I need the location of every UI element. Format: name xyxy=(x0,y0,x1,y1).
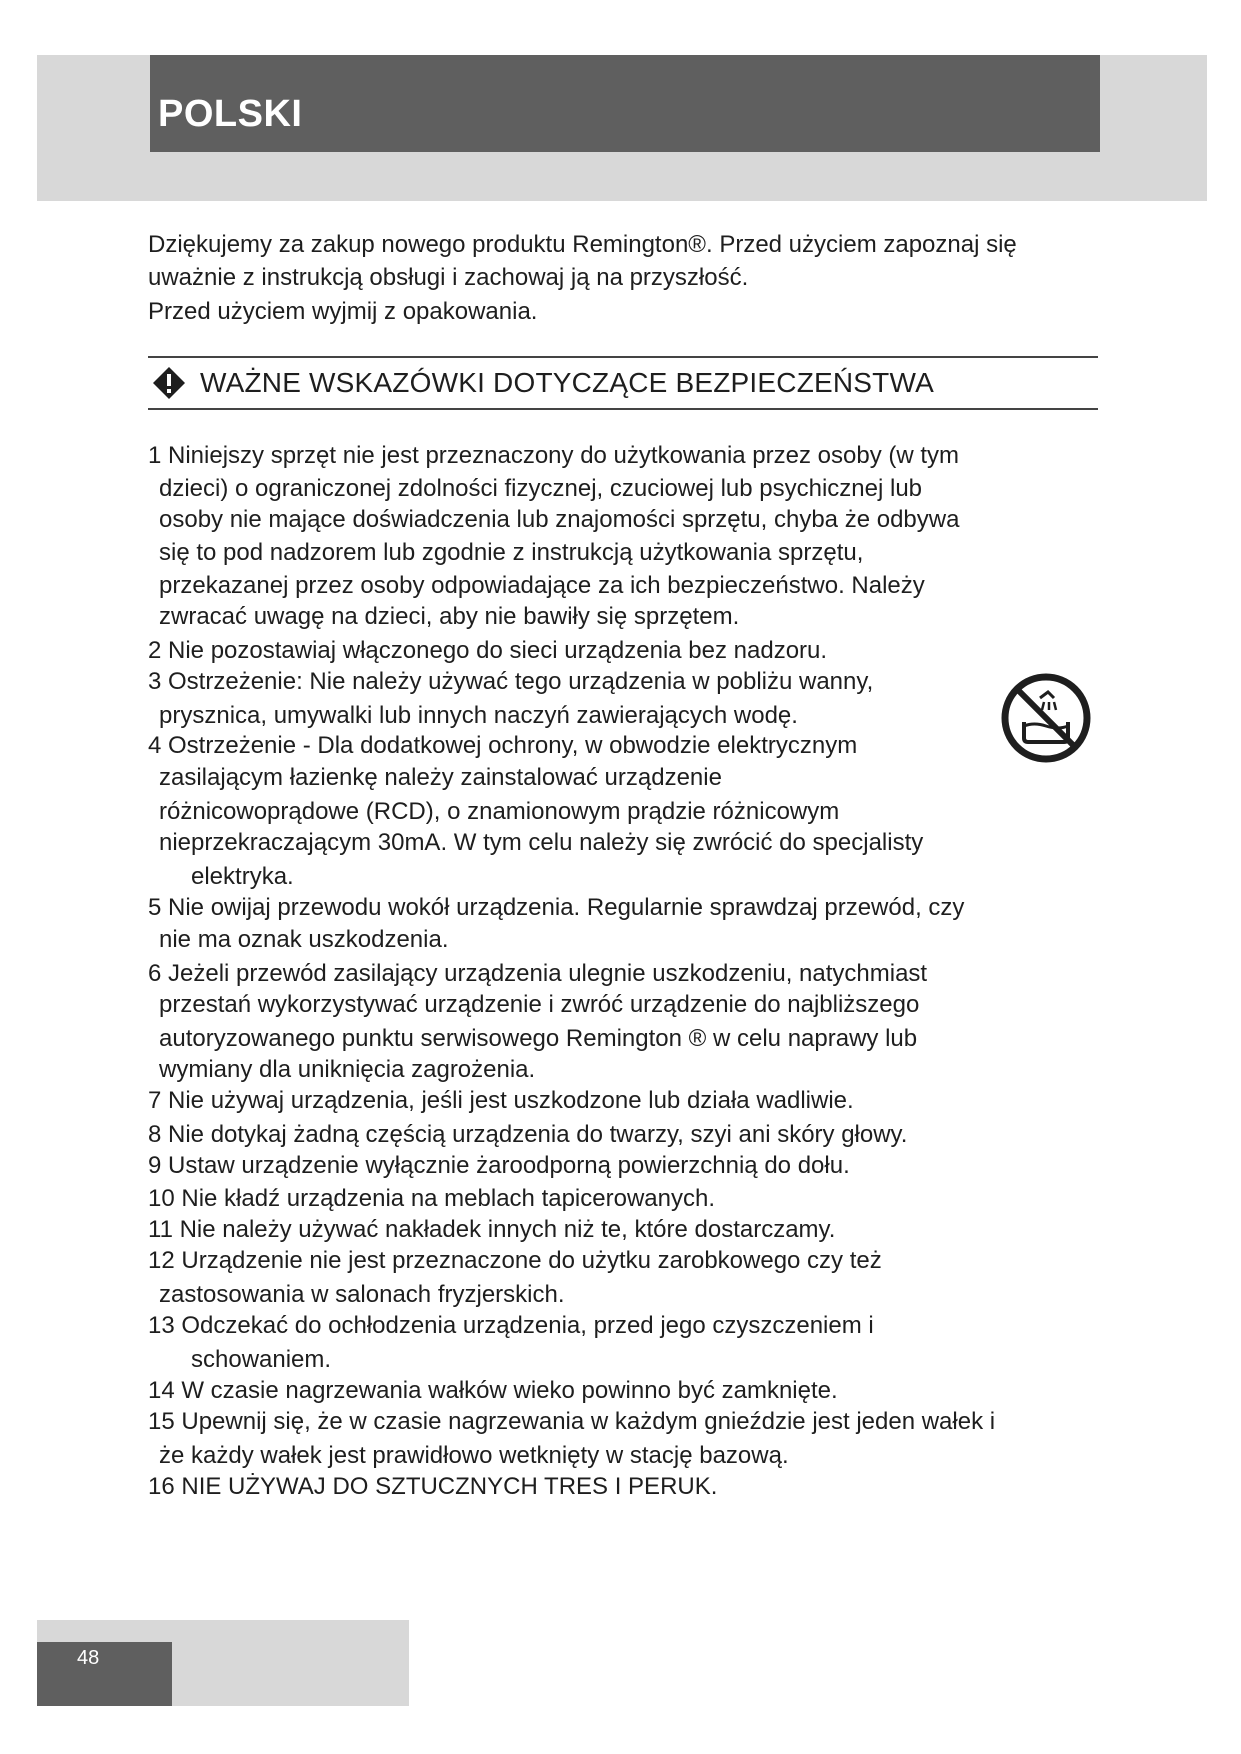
list-line: 1 Niniejszy sprzęt nie jest przeznaczony do użytkowania przez osoby (w tym xyxy=(148,442,960,469)
list-line: że każdy wałek jest prawidłowo wetknięty w stację bazową. xyxy=(159,1442,789,1469)
section-rule-top xyxy=(148,356,1098,358)
list-line: 12 Urządzenie nie jest przeznaczone do użytku zarobkowego czy też xyxy=(148,1247,882,1274)
list-line: autoryzowanego punktu serwisowego Remington ® w celu naprawy lub xyxy=(159,1025,918,1052)
no-water-bath-icon xyxy=(1000,672,1092,764)
list-line: 10 Nie kładź urządzenia na meblach tapicerowanych. xyxy=(148,1185,715,1212)
list-line: się to pod nadzorem lub zgodnie z instrukcją użytkowania sprzętu, xyxy=(159,539,864,566)
list-line: dzieci) o ograniczonej zdolności fizycznej, czuciowej lub psychicznej lub xyxy=(159,475,923,502)
section-rule-bottom xyxy=(148,408,1098,410)
list-line: 2 Nie pozostawiaj włączonego do sieci urządzenia bez nadzoru. xyxy=(148,637,828,664)
list-line: prysznica, umywalki lub innych naczyń zawierających wodę. xyxy=(159,702,798,729)
list-line: osoby nie mające doświadczenia lub znajomości sprzętu, chyba że odbywa xyxy=(159,506,960,533)
list-line: przekazanej przez osoby odpowiadające za ich bezpieczeństwo. Należy xyxy=(159,572,925,599)
safety-heading-text: WAŻNE WSKAZÓWKI DOTYCZĄCE BEZPIECZEŃSTWA xyxy=(200,367,934,398)
list-line: 11 Nie należy używać nakładek innych niż te, które dostarczamy. xyxy=(148,1216,836,1243)
list-line: zwracać uwagę na dzieci, aby nie bawiły się sprzętem. xyxy=(159,603,740,630)
footer-page-box xyxy=(37,1642,172,1706)
intro-line: uważnie z instrukcją obsługi i zachowaj ją na przyszłość. xyxy=(148,264,749,291)
list-line: przestań wykorzystywać urządzenie i zwróć urządzenie do najbliższego xyxy=(159,991,920,1018)
list-line: elektryka. xyxy=(191,863,294,890)
list-line: zastosowania w salonach fryzjerskich. xyxy=(159,1281,565,1308)
list-line: 3 Ostrzeżenie: Nie należy używać tego urządzenia w pobliżu wanny, xyxy=(148,668,874,695)
list-line: 16 NIE UŻYWAJ DO SZTUCZNYCH TRES I PERUK. xyxy=(148,1473,718,1500)
list-line: 9 Ustaw urządzenie wyłącznie żaroodporną powierzchnią do dołu. xyxy=(148,1152,850,1179)
list-line: 4 Ostrzeżenie - Dla dodatkowej ochrony, w obwodzie elektrycznym xyxy=(148,732,858,759)
page-number: 48 xyxy=(77,1647,100,1669)
warning-diamond-icon xyxy=(152,366,186,400)
safety-heading xyxy=(152,366,934,400)
list-line: 13 Odczekać do ochłodzenia urządzenia, przed jego czyszczeniem i xyxy=(148,1312,874,1339)
list-line: 6 Jeżeli przewód zasilający urządzenia ulegnie uszkodzeniu, natychmiast xyxy=(148,960,928,987)
list-line: nieprzekraczającym 30mA. W tym celu należy się zwrócić do specjalisty xyxy=(159,829,924,856)
list-line: 15 Upewnij się, że w czasie nagrzewania w każdym gnieździe jest jeden wałek i xyxy=(148,1408,996,1435)
list-line: schowaniem. xyxy=(191,1346,332,1373)
list-line: wymiany dla uniknięcia zagrożenia. xyxy=(159,1056,536,1083)
list-line: nie ma oznak uszkodzenia. xyxy=(159,926,449,953)
intro-line: Dziękujemy za zakup nowego produktu Remington®. Przed użyciem zapoznaj się xyxy=(148,231,1017,258)
list-line: 8 Nie dotykaj żadną częścią urządzenia do twarzy, szyi ani skóry głowy. xyxy=(148,1121,908,1148)
list-line: zasilającym łazienkę należy zainstalować urządzenie xyxy=(159,764,722,791)
list-line: 14 W czasie nagrzewania wałków wieko powinno być zamknięte. xyxy=(148,1377,838,1404)
intro-line: Przed użyciem wyjmij z opakowania. xyxy=(148,298,538,325)
intro-text xyxy=(148,228,1128,328)
list-line: 5 Nie owijaj przewodu wokół urządzenia. Regularnie sprawdzaj przewód, czy xyxy=(148,894,965,921)
page-language-title: POLSKI xyxy=(158,93,303,135)
list-line: 7 Nie używaj urządzenia, jeśli jest uszkodzone lub działa wadliwie. xyxy=(148,1087,854,1114)
list-line: różnicowoprądowe (RCD), o znamionowym prądzie różnicowym xyxy=(159,798,840,825)
